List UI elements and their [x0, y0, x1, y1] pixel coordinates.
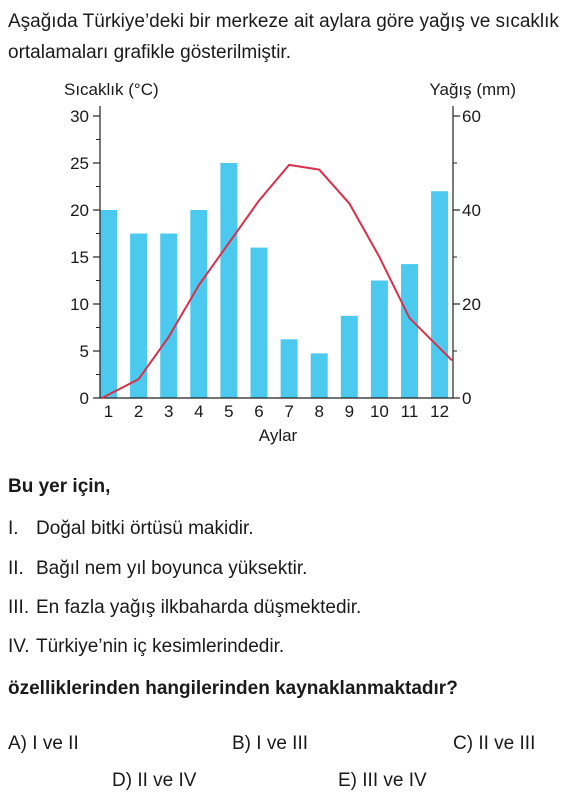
x-tick-label: 7 — [284, 402, 294, 421]
statement-number: II. — [8, 558, 24, 579]
x-tick-label: 8 — [314, 402, 324, 421]
statement-number: IV. — [8, 636, 30, 657]
bar-month-4 — [190, 210, 207, 398]
right-tick-label: 20 — [462, 295, 481, 314]
bar-month-3 — [160, 234, 177, 399]
statement-2 — [8, 558, 307, 580]
option-b[interactable] — [232, 733, 308, 755]
statement-number: I. — [8, 518, 19, 539]
right-axis-label: Yağış (mm) — [429, 80, 516, 99]
left-tick-label: 25 — [70, 154, 89, 173]
x-axis-label: Aylar — [258, 426, 298, 445]
option-label: C) — [453, 733, 474, 754]
statement-3 — [8, 597, 361, 619]
option-text: III ve IV — [362, 770, 427, 791]
x-tick-label: 5 — [224, 402, 234, 421]
statement-text: Türkiye’nin iç kesimlerindedir. — [36, 636, 285, 657]
x-tick-label: 9 — [344, 402, 355, 421]
right-tick-label: 60 — [462, 107, 481, 126]
temperature-line — [102, 165, 452, 398]
bar-month-8 — [311, 353, 328, 398]
option-label: E) — [338, 770, 357, 791]
statement-text: Bağıl nem yıl boyunca yüksektir. — [36, 558, 308, 579]
x-tick-label: 12 — [430, 402, 450, 421]
statement-text: En fazla yağış ilkbaharda düşmektedir. — [36, 597, 362, 618]
intro-text: Aşağıda Türkiye’deki bir merkeze ait aylara göre yağış ve sıcaklık ortalamaları grafikle gösterilmiştir. — [8, 11, 559, 63]
question-text: özelliklerinden hangilerinden kaynaklanmaktadır? — [8, 678, 458, 699]
x-tick-label: 11 — [400, 402, 419, 421]
right-tick-label: 0 — [462, 389, 472, 408]
bar-month-5 — [220, 163, 237, 398]
left-axis-label: Sıcaklık (°C) — [64, 80, 159, 99]
right-tick-label: 40 — [462, 201, 481, 220]
option-text: I ve III — [256, 733, 309, 754]
statement-text: Doğal bitki örtüsü makidir. — [36, 518, 254, 539]
left-tick-label: 5 — [79, 342, 89, 361]
statement-1 — [8, 518, 254, 540]
left-tick-label: 30 — [70, 107, 89, 126]
x-tick-label: 3 — [163, 402, 174, 421]
x-tick-label: 4 — [194, 402, 204, 421]
left-tick-label: 0 — [79, 389, 89, 408]
left-tick-label: 15 — [70, 248, 89, 267]
bar-month-7 — [281, 339, 298, 398]
bar-month-1 — [100, 210, 117, 398]
bar-month-2 — [130, 234, 147, 399]
bar-month-9 — [341, 316, 358, 398]
x-tick-label: 2 — [133, 402, 144, 421]
option-label: B) — [232, 733, 251, 754]
bar-month-10 — [371, 281, 388, 399]
climate-chart — [0, 74, 581, 454]
statement-number: III. — [8, 597, 30, 618]
bar-month-12 — [431, 191, 448, 398]
option-e[interactable] — [338, 770, 427, 792]
bar-month-6 — [251, 248, 268, 398]
left-tick-label: 20 — [70, 201, 89, 220]
option-label: A) — [8, 733, 27, 754]
lead-text: Bu yer için, — [8, 476, 111, 497]
option-a[interactable] — [8, 733, 79, 755]
bar-month-11 — [401, 264, 418, 398]
option-c[interactable] — [453, 733, 535, 755]
option-text: II ve IV — [137, 770, 197, 791]
option-text: I ve II — [32, 733, 79, 754]
x-tick-label: 10 — [369, 402, 389, 421]
x-tick-label: 1 — [103, 402, 114, 421]
x-tick-label: 6 — [254, 402, 264, 421]
option-d[interactable] — [112, 770, 196, 792]
option-label: D) — [112, 770, 133, 791]
left-tick-label: 10 — [70, 295, 89, 314]
statement-4 — [8, 636, 284, 658]
option-text: II ve III — [478, 733, 536, 754]
